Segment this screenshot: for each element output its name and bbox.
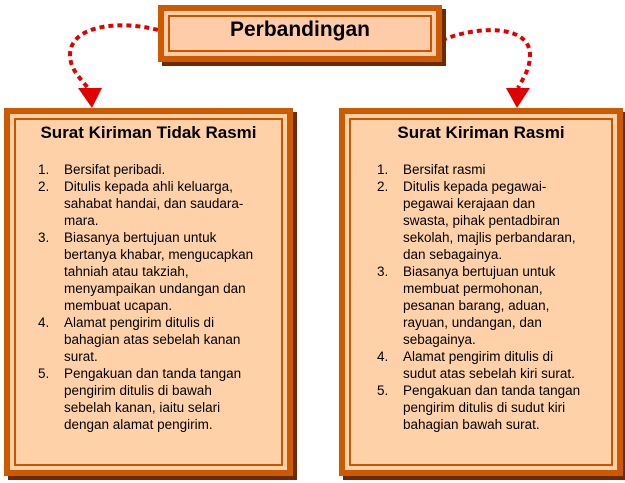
item-text-line: rayuan, undangan, dan bbox=[403, 315, 542, 330]
list-item bbox=[16, 229, 281, 314]
item-text-line: Alamat pengirim ditulis di bbox=[403, 349, 554, 364]
item-text-line: pesanan barang, aduan, bbox=[403, 298, 550, 313]
item-number: 2. bbox=[38, 179, 50, 194]
item-text-line: bahagian atas sebelah kanan bbox=[64, 332, 241, 347]
list-item bbox=[351, 178, 611, 263]
item-text-line: Ditulis kepada pegawai- bbox=[403, 179, 547, 194]
list-item bbox=[16, 314, 281, 365]
item-text-line: dan sebagainya. bbox=[403, 247, 503, 262]
item-text-line: bahagian bawah surat. bbox=[403, 417, 540, 432]
item-text-line: swasta, pihak pentadbiran bbox=[403, 213, 560, 228]
panel-heading: Surat Kiriman Rasmi bbox=[397, 123, 565, 142]
item-text-line: sekolah, majlis perbandaran, bbox=[403, 230, 576, 245]
panel-inner-frame bbox=[349, 118, 613, 466]
item-text-line: Bersifat peribadi. bbox=[64, 162, 166, 177]
item-text-line: sebelah kanan, iaitu selari bbox=[64, 400, 221, 415]
list-item bbox=[351, 263, 611, 348]
item-text-line: Alamat pengirim ditulis di bbox=[64, 315, 215, 330]
list-item bbox=[16, 365, 281, 433]
item-number: 1. bbox=[38, 162, 50, 177]
title-inner-frame bbox=[168, 15, 432, 52]
item-text-line: sudut atas sebelah kiri surat. bbox=[403, 366, 575, 381]
item-number: 5. bbox=[377, 383, 389, 398]
right-dotted-arrow bbox=[442, 30, 530, 88]
left-arrowhead bbox=[78, 88, 102, 108]
item-text-line: mara. bbox=[64, 213, 99, 228]
panel-rasmi bbox=[339, 108, 623, 476]
item-text-line: Bersifat rasmi bbox=[403, 162, 486, 177]
list-item bbox=[351, 382, 611, 433]
item-number: 4. bbox=[38, 315, 50, 330]
item-text-line: membuat permohonan, bbox=[403, 281, 543, 296]
item-number: 2. bbox=[377, 179, 389, 194]
item-number: 4. bbox=[377, 349, 389, 364]
item-text-line: menyampaikan undangan dan bbox=[64, 281, 246, 296]
item-text-line: dengan alamat pengirim. bbox=[64, 417, 213, 432]
right-arrowhead bbox=[506, 88, 530, 108]
diagram-title: Perbandingan bbox=[229, 18, 371, 41]
item-number: 5. bbox=[38, 366, 50, 381]
item-number: 1. bbox=[377, 162, 389, 177]
item-text-line: Pengakuan dan tanda tangan bbox=[403, 383, 581, 398]
item-text-line: Ditulis kepada ahli keluarga, bbox=[64, 179, 233, 194]
item-list bbox=[351, 161, 611, 433]
item-text-line: pegawai kerajaan dan bbox=[403, 196, 536, 211]
item-number: 3. bbox=[377, 264, 389, 279]
panel-tidak-rasmi bbox=[4, 108, 293, 476]
item-text-line: Pengakuan dan tanda tangan bbox=[64, 366, 242, 381]
item-text-line: tahniah atau takziah, bbox=[64, 264, 189, 279]
left-dotted-arrow bbox=[70, 25, 158, 88]
list-item bbox=[16, 161, 281, 178]
item-list bbox=[16, 161, 281, 433]
item-text-line: surat. bbox=[64, 349, 98, 364]
item-text-line: Biasanya bertujuan untuk bbox=[64, 230, 217, 245]
item-text-line: sebagainya. bbox=[403, 332, 476, 347]
panel-inner-frame bbox=[14, 118, 283, 466]
item-text-line: bertanya khabar, mengucapkan bbox=[64, 247, 254, 262]
panel-heading: Surat Kiriman Tidak Rasmi bbox=[40, 123, 257, 142]
title-box bbox=[158, 5, 442, 62]
item-text-line: membuat ucapan. bbox=[64, 298, 173, 313]
item-number: 3. bbox=[38, 230, 50, 245]
list-item bbox=[351, 348, 611, 382]
item-text-line: Biasanya bertujuan untuk bbox=[403, 264, 556, 279]
item-text-line: pengirim ditulis di bawah bbox=[64, 383, 212, 398]
item-text-line: sahabat handai, dan saudara- bbox=[64, 196, 244, 211]
list-item bbox=[16, 178, 281, 229]
list-item bbox=[351, 161, 611, 178]
item-text-line: pengirim ditulis di sudut kiri bbox=[403, 400, 566, 415]
